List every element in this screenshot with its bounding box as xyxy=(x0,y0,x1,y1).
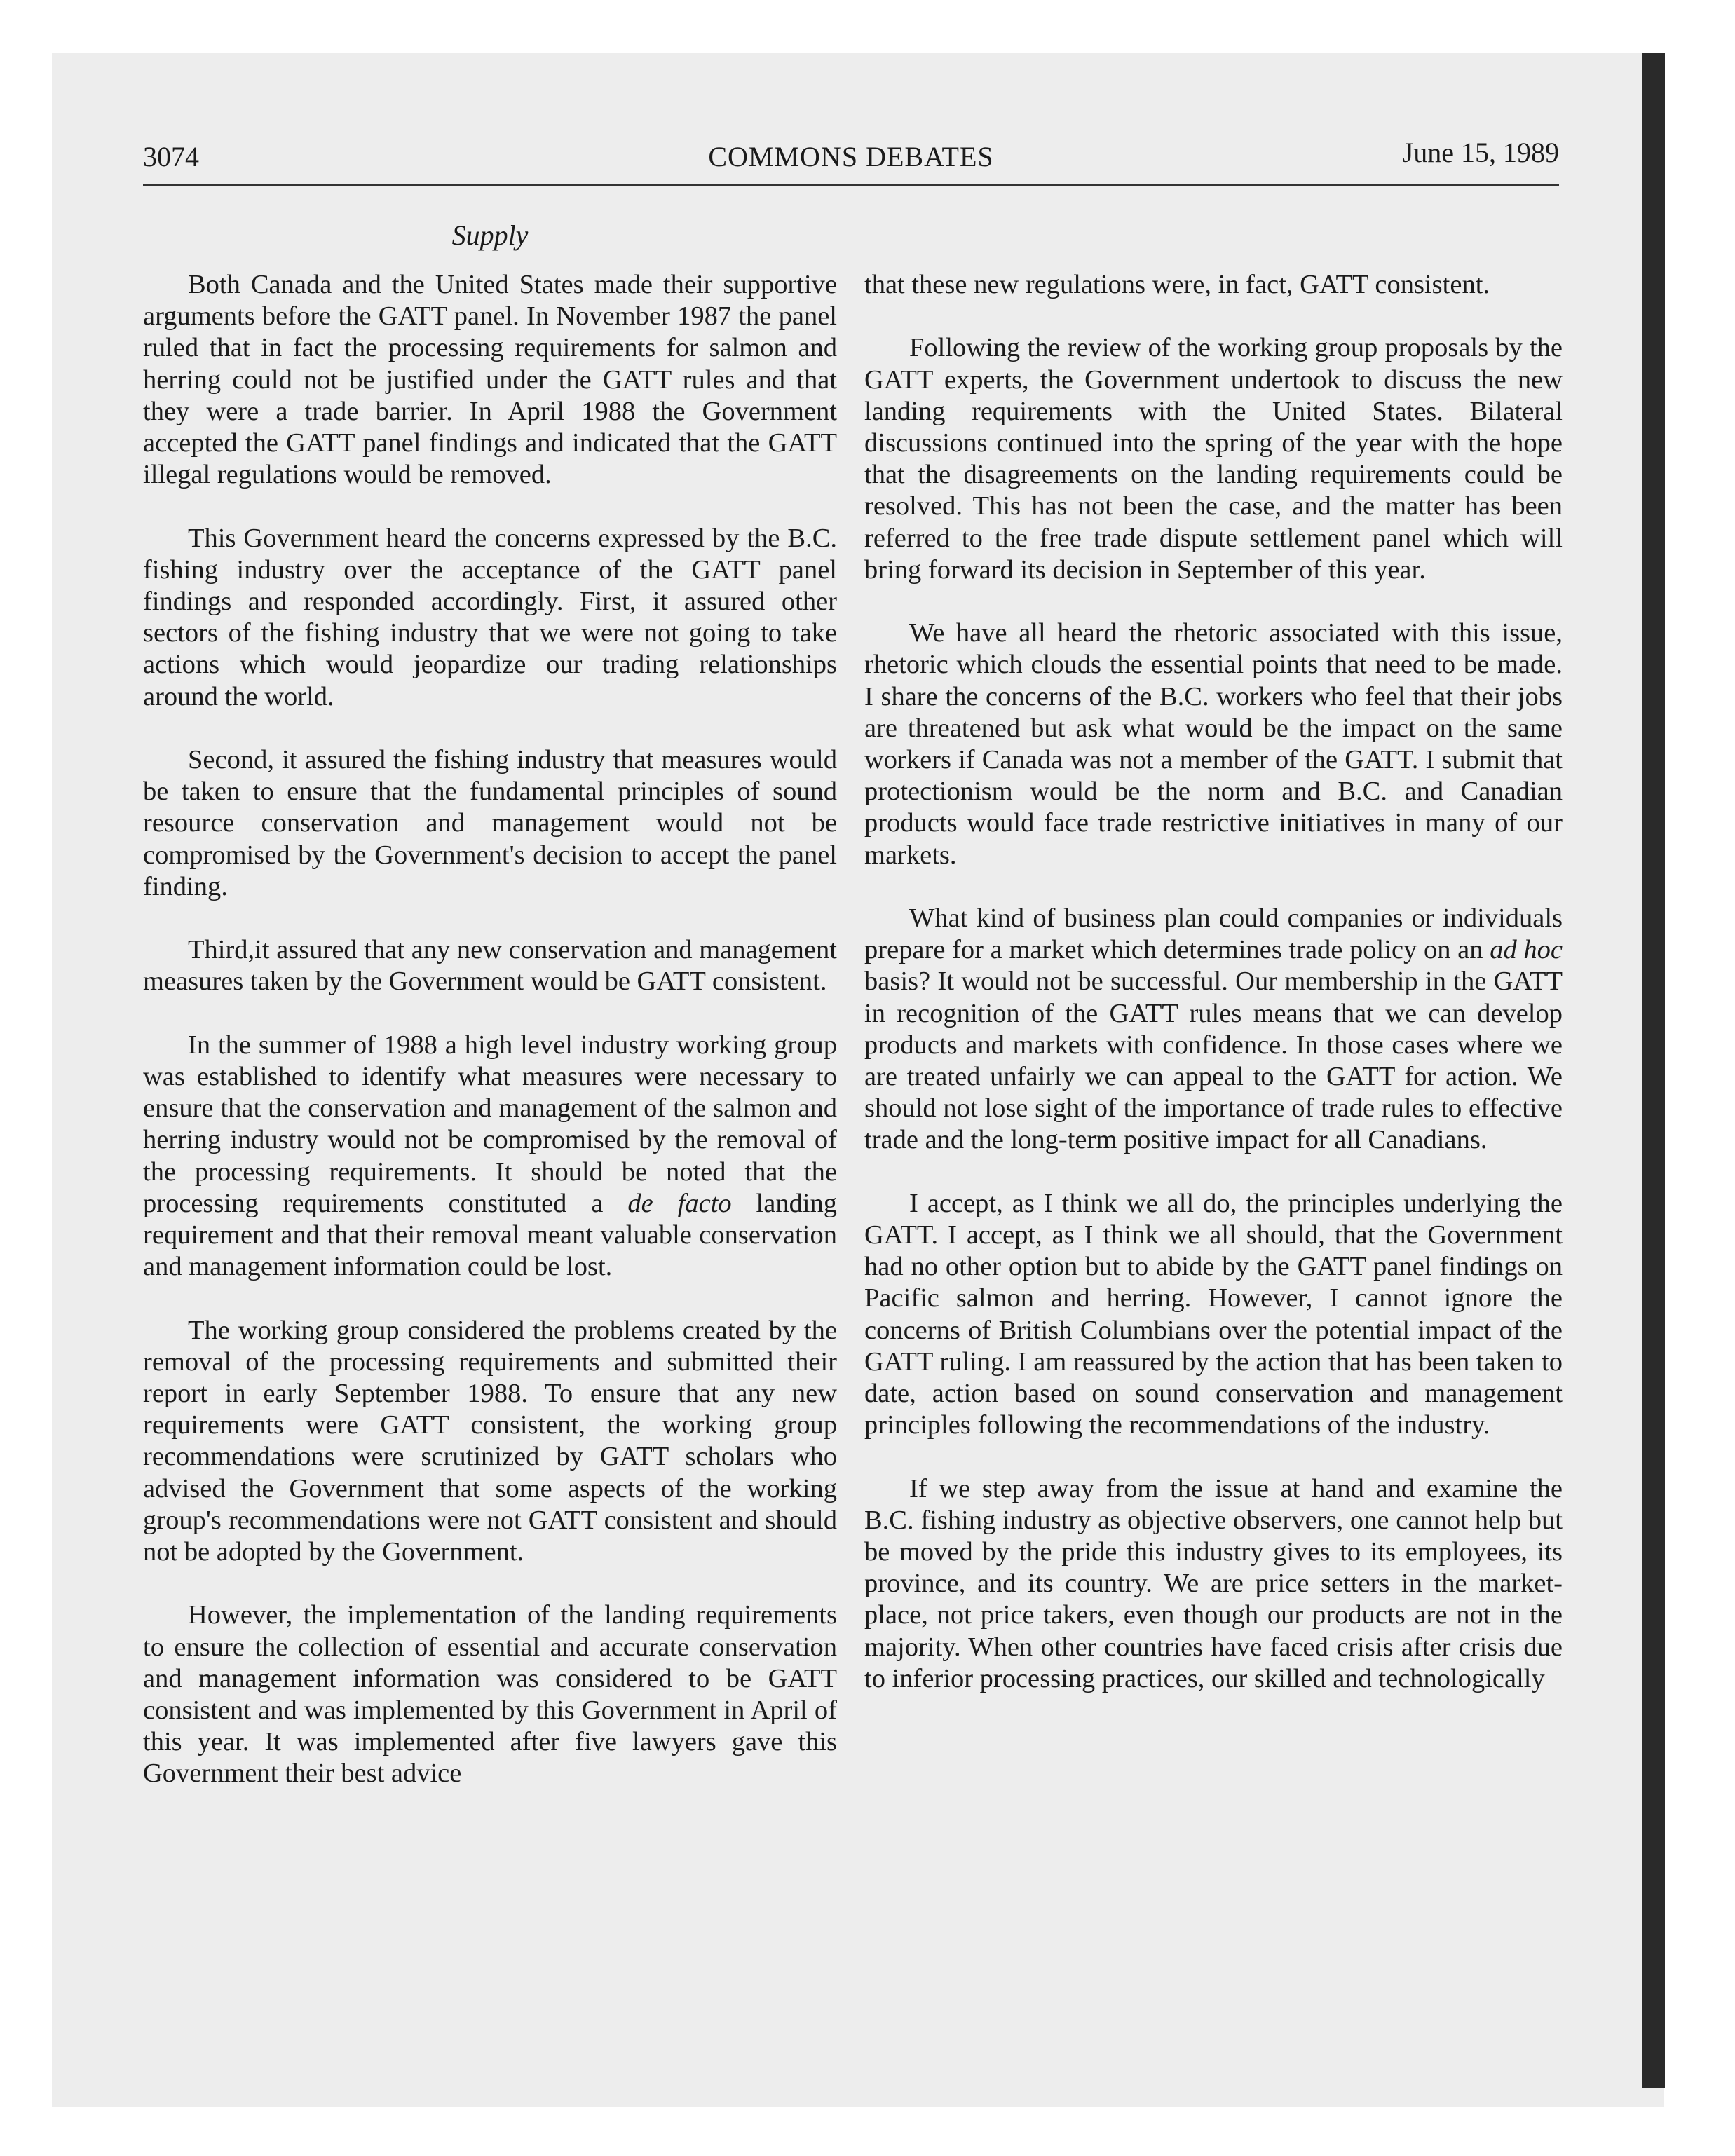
paragraph: The working group considered the problems created by the removal of the processing requirements and submitted their report in early September 1988. To ensure that any new requirements were GATT consistent, the working group recommendations were scrutinized by GATT scholars who advised the Government that some aspects of the working group's recommendations were not GATT consistent and should not be adopted by the Government. xyxy=(143,1315,837,1567)
paragraph: Following the review of the working group proposals by the GATT experts, the Government undertook to discuss the new landing requirements with the United States. Bilateral discussions continued into the spring of the year with the hope that the disagreements on the landing requirements could be resolved. This has not been the case, and the matter has been referred to the free trade dispute settlement panel which will bring forward its decision in September of this year. xyxy=(864,333,1563,585)
paragraph: Third,it assured that any new conservation and management measures taken by the Government would be GATT consistent. xyxy=(143,935,837,997)
left-column xyxy=(143,269,837,1790)
text-run: In the summer of 1988 a high level industry working group was established to identify what measures were necessary to ensure that the conservation and management of the salmon and herring industry would not be compromised by the removal of the processing requirements. It should be noted that the processing requirements constituted a xyxy=(143,1030,837,1218)
page-number: 3074 xyxy=(143,141,199,172)
scan-edge-shadow xyxy=(1642,53,1665,2088)
paragraph: Both Canada and the United States made their supportive arguments before the GATT panel. In November 1987 the panel ruled that in fact the processing requirements for salmon and herring could not be justified under the GATT rules and that they were a trade barrier. In April 1988 the Government accepted the GATT panel findings and indicated that the GATT illegal regulations would be removed. xyxy=(143,270,837,490)
section-title: Supply xyxy=(451,219,529,251)
page-header xyxy=(143,137,1559,182)
paragraph: Second, it assured the fishing industry that measures would be taken to ensure that the fundamental principles of sound resource conservation and management would not be compromised by the Government's decision to accept the panel finding. xyxy=(143,745,837,901)
paragraph: We have all heard the rhetoric associated with this issue, rhetoric which clouds the essential points that need to be made. I share the concerns of the B.C. workers who feel that their jobs are threatened but ask what would be the impact on the same workers if Canada was not a member of the GATT. I submit that protectionism would be the norm and B.C. and Canadian products would face trade restrictive initiatives in many of our markets. xyxy=(864,618,1563,870)
italic-term: ad hoc xyxy=(1490,935,1563,965)
paragraph xyxy=(143,1030,837,1283)
text-run: basis? It would not be successful. Our membership in the GATT in recognition of the GATT rules means that we can develop products and markets with confidence. In those cases where we are treated unfairly we can appeal to the GATT for action. We should not lose sight of the importance of trade rules to effective trade and the long-term positive impact for all Canadians. xyxy=(864,967,1563,1155)
right-column xyxy=(864,269,1563,1695)
paragraph-continuation: that these new regulations were, in fact, GATT consistent. xyxy=(864,270,1490,299)
paragraph: I accept, as I think we all do, the principles underlying the GATT. I accept, as I think we all should, that the Government had no other option but to abide by the GATT panel findings on Pacific salmon and herring. However, I cannot ignore the concerns of British Columbians over the potential impact of the GATT ruling. I am reassured by the action that has been taken to date, action based on sound conservation and management principles following the recommendations of the industry. xyxy=(864,1188,1563,1440)
paragraph: If we step away from the issue at hand and examine the B.C. fishing industry as objective observers, one cannot help but be moved by the pride this industry gives to its employees, its province, and its country. We are price setters in the market-place, not price takers, even though our products are not in the majority. When other countries have faced crisis after crisis due to inferior processing practices, our skilled and technologically xyxy=(864,1473,1563,1693)
paragraph: This Government heard the concerns expressed by the B.C. fishing industry over the acceptance of the GATT panel findings and responded accordingly. First, it assured other sectors of the fishing industry that we were not going to take actions which would jeopardize our trading relationships around the world. xyxy=(143,523,837,711)
paragraph xyxy=(864,903,1563,1157)
italic-term: de facto xyxy=(627,1188,732,1218)
header-date: June 15, 1989 xyxy=(1402,137,1559,168)
journal-title: COMMONS DEBATES xyxy=(708,141,994,172)
text-run: landing requirement and that their removal meant valuable conservation and management information could be lost. xyxy=(143,1188,838,1282)
text-run: What kind of business plan could companies or individuals prepare for a market which determines trade policy on an xyxy=(864,903,1563,965)
paragraph: However, the implementation of the landing requirements to ensure the collection of essential and accurate conservation and management information was considered to be GATT consistent and was implemented by this Government in April of this year. It was implemented after five lawyers gave this Government their best advice xyxy=(143,1600,837,1789)
header-rule xyxy=(143,184,1559,186)
